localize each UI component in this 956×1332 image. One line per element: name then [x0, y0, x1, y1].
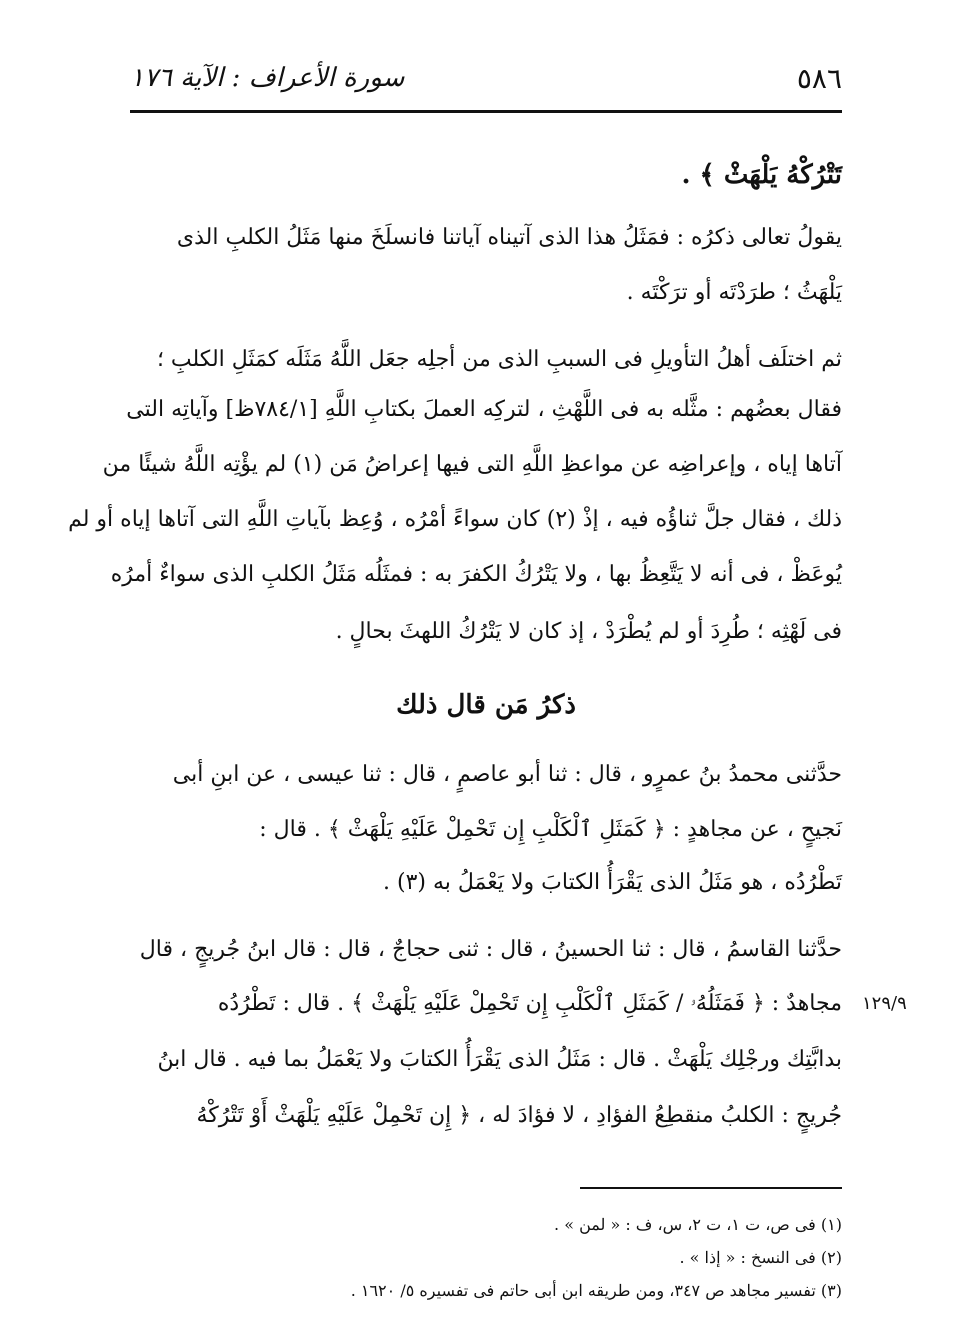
text-line: حدَّثنى محمدُ بنُ عمرٍو ، قال : ثنا أبو عاصمٍ ، قال : ثنا عيسى ، عن ابنِ أبى — [172, 762, 842, 787]
page-number: ٥٨٦ — [796, 61, 842, 95]
section-heading: ذكرُ مَن قال ذلك — [396, 690, 576, 720]
text-line: تَطْرُدُه ، هو مَثَلُ الذى يَقْرَأُ الكتابَ ولا يَعْمَلُ به (٣) . — [382, 870, 842, 895]
header-title: سورة الأعراف : الآية ١٧٦ — [130, 63, 405, 93]
text-line: جُريجٍ : الكلبُ منقطِعُ الفؤادِ ، لا فؤادَ له ، ﴿ إِن تَحْمِلْ عَلَيْهِ يَلْهَثْ أَوْ تَتْرُكْهُ — [196, 1103, 842, 1128]
text-line: نَجيحٍ ، عن مجاهدٍ : ﴿ كَمَثَلِ ٱلْكَلْبِ إِن تَحْمِلْ عَلَيْهِ يَلْهَثْ ﴾ . قال : — [259, 817, 842, 842]
footnote: (٣) تفسير مجاهد ص ٣٤٧، ومن طريقه ابن أبى حاتم فى تفسيره ٥/ ١٦٢٠ . — [350, 1281, 842, 1300]
footnote-rule — [580, 1187, 842, 1189]
text-line: يَلْهَثُ ؛ طرَدْتَه أو ترَكْتَه . — [626, 280, 842, 305]
text-line: ذلك ، فقال جلَّ ثناؤُه فيه ، إذْ (٢) كان سواءً أمْرُه ، وُعِظ بآياتِ اللَّهِ التى آتاها إياه أو لم — [68, 507, 842, 532]
text-line: تَتْرُكْهُ يَلْهَثْ ﴾ . — [681, 160, 842, 190]
header-rule — [130, 110, 842, 113]
footnote: (١) فى ص، ت ١، ت ٢، س، ف : « لمن » . — [554, 1215, 842, 1234]
text-line: آتاها إياه ، وإعراضِه عن مواعظِ اللَّهِ التى فيها إعراضُ مَن (١) لم يؤْتِه اللَّهُ شيئًا من — [102, 452, 842, 477]
page-header — [130, 52, 842, 104]
text-line: حدَّثنا القاسمُ ، قال : ثنا الحسينُ ، قال : ثنى حجاجٌ ، قال : قال ابنُ جُريجٍ ، قال — [139, 937, 842, 962]
text-line: بدابَّتِك ورجْلِك يَلْهَثْ . قال : مَثَلُ الذى يَقْرَأُ الكتابَ ولا يَعْمَلُ بما فيه . قال ابنُ — [157, 1047, 842, 1072]
text-line: مجاهدٌ : ﴿ فَمَثَلُهُۥ / كَمَثَلِ ٱلْكَلْبِ إِن تَحْمِلْ عَلَيْهِ يَلْهَثْ ﴾ . قال : تَطْرُدُه — [217, 991, 842, 1016]
text-line: يُوعَظْ ، فى أنه لا يَتَّعِظُ بها ، ولا يَتْرُكُ الكفرَ به : فمثَلُه مَثَلُ الكلبِ الذى سواءٌ أمرُه — [110, 562, 842, 587]
text-line: فقال بعضُهم : مثَّله به فى اللَّهْثِ ، لتركِه العملَ بكتابِ اللَّهِ [٧٨٤/١ظ] وآياتِه التى — [126, 397, 842, 422]
footnote: (٢) فى النسخ : « إذا » . — [679, 1248, 842, 1267]
text-line: يقولُ تعالى ذكرُه : فمَثَلُ هذا الذى آتيناه آياتنا فانسلَخَ منها مَثَلُ الكلبِ الذى — [176, 225, 842, 250]
text-line: ثم اختلَف أهلُ التأويلِ فى السببِ الذى من أجلِه جعَل اللَّهُ مَثَلَه كمَثَلِ الكلبِ ؛ — [156, 347, 842, 372]
margin-reference: ١٢٩/٩ — [862, 993, 907, 1014]
text-line: فى لَهْثِه ؛ طُرِدَ أو لم يُطْرَدْ ، إذ كان لا يَتْرُكُ اللهثَ بحالٍ . — [335, 619, 842, 644]
